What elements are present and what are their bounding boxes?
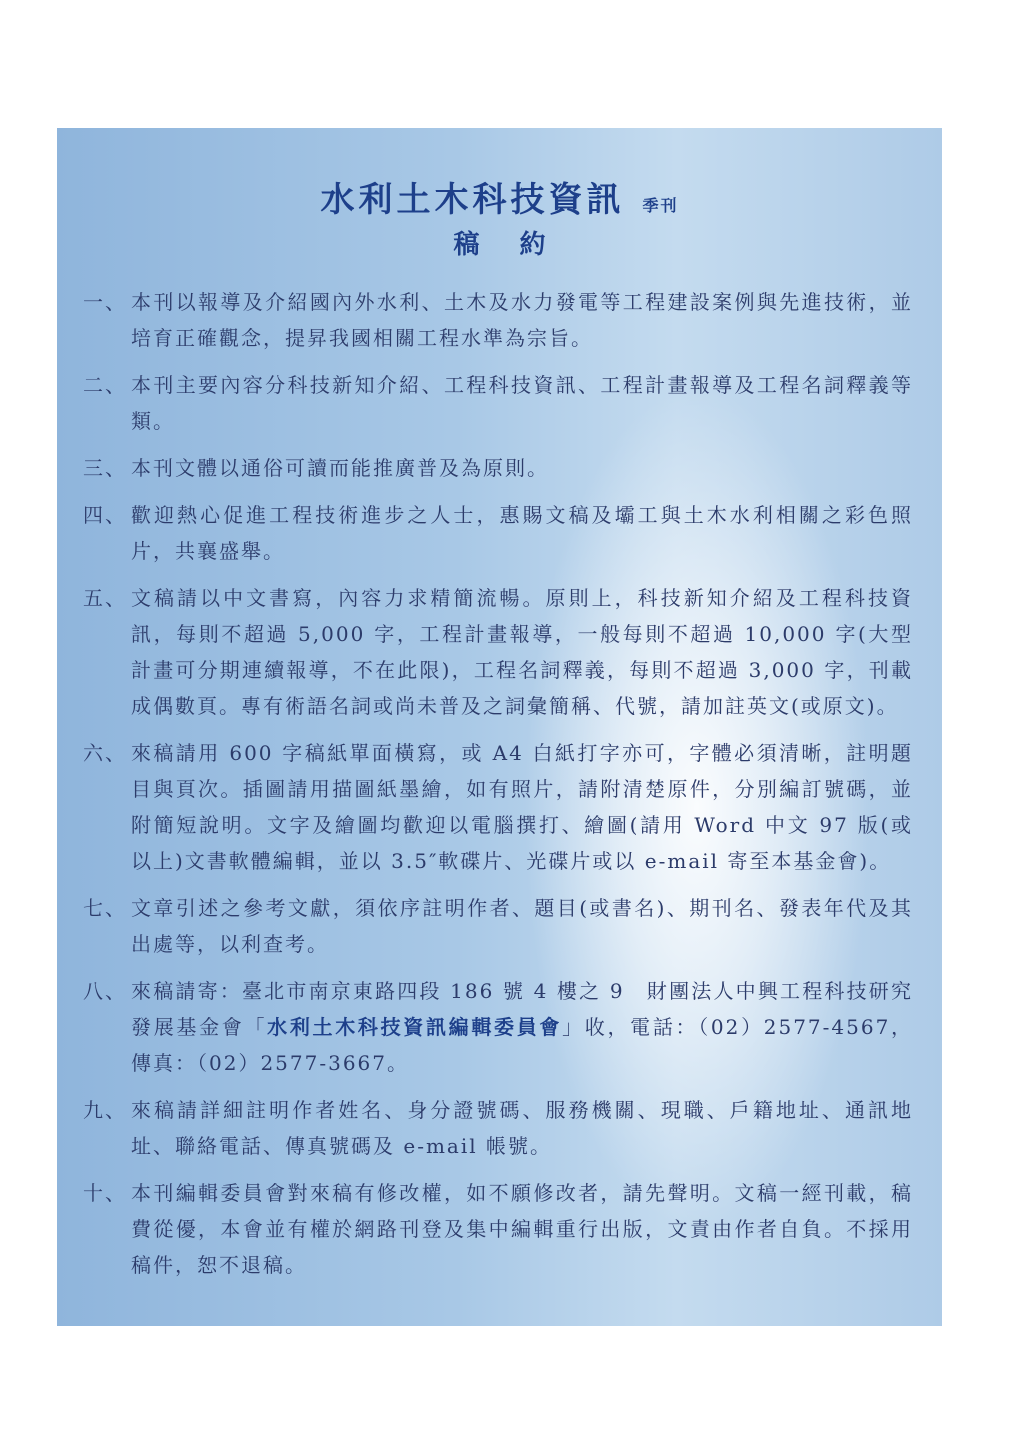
journal-frequency: 季刊 — [642, 196, 679, 215]
editorial-committee-name: 水利土木科技資訊編輯委員會 — [267, 1015, 563, 1039]
item-number: 五、 — [83, 586, 127, 610]
item-number: 七、 — [83, 896, 127, 920]
item-text: 來稿請詳細註明作者姓名、身分證號碼、服務機關、現職、戶籍地址、通訊地址、聯絡電話、傳真號碼及 e-mail 帳號。 — [131, 1098, 913, 1158]
guideline-item-7 — [83, 890, 913, 962]
item-number: 一、 — [83, 290, 127, 314]
item-text: 本刊編輯委員會對來稿有修改權，如不願修改者，請先聲明。文稿一經刊載，稿費從優，本會並有權於網路刊登及集中編輯重行出版，文責由作者自負。不採用稿件，恕不退稿。 — [131, 1181, 913, 1277]
guideline-item-3 — [83, 450, 913, 486]
address-text: 來稿請寄：臺北市南京東路四段 186 號 4 樓之 9 財團法人中興工程科技研究發展基金會「 — [131, 979, 913, 1039]
guideline-item-5 — [83, 580, 913, 724]
guideline-item-9 — [83, 1092, 913, 1164]
guideline-item-1 — [83, 284, 913, 356]
item-text: 本刊文體以通俗可讀而能推廣普及為原則。 — [131, 456, 549, 480]
item-number: 二、 — [83, 373, 127, 397]
guideline-item-8 — [83, 973, 913, 1081]
journal-title: 水利土木科技資訊 — [320, 180, 625, 220]
item-number: 十、 — [83, 1181, 127, 1205]
item-text: 來稿請用 600 字稿紙單面橫寫，或 A4 白紙打字亦可，字體必須清晰，註明題目與頁次。插圖請用描圖紙墨繪，如有照片，請附清楚原件，分別編訂號碼，並附簡短說明。文字及繪圖均歡迎以電腦撰打、繪圖(請用 Word 中文 97 版(或以上)文書軟體編輯，並以 3.5″軟碟片、光碟片或以 e-mail 寄至本基金會)。 — [131, 741, 913, 873]
guideline-item-10 — [83, 1175, 913, 1283]
notice-panel — [57, 128, 942, 1326]
item-text: 本刊主要內容分科技新知介紹、工程科技資訊、工程計畫報導及工程名詞釋義等類。 — [131, 373, 913, 433]
guideline-item-2 — [83, 367, 913, 439]
item-text: 文章引述之參考文獻，須依序註明作者、題目(或書名)、期刊名、發表年代及其出處等，以利查考。 — [131, 896, 913, 956]
item-number: 八、 — [83, 979, 127, 1003]
guidelines-list — [83, 284, 913, 1294]
guideline-item-6 — [83, 735, 913, 879]
item-number: 三、 — [83, 456, 127, 480]
title-row — [57, 172, 942, 221]
contact-text: 」收，電話：（02）2577-4567，傳真：（02）2577-3667。 — [131, 1015, 914, 1075]
item-text — [131, 973, 913, 1081]
item-number: 九、 — [83, 1098, 127, 1122]
item-number: 四、 — [83, 503, 127, 527]
item-text: 文稿請以中文書寫，內容力求精簡流暢。原則上，科技新知介紹及工程科技資訊，每則不超過 5,000 字，工程計畫報導，一般每則不超過 10,000 字(大型計畫可分期連續報導，不在此限)，工程名詞釋義，每則不超過 3,000 字，刊載成偶數頁。專有術語名詞或尚未普及之詞彙簡稱、代號，請加註英文(或原文)。 — [131, 586, 913, 718]
guideline-item-4 — [83, 497, 913, 569]
page-subtitle: 稿約 — [453, 230, 586, 260]
item-text: 歡迎熱心促進工程技術進步之人士，惠賜文稿及壩工與土木水利相關之彩色照片，共襄盛舉。 — [131, 503, 913, 563]
item-number: 六、 — [83, 741, 127, 765]
item-text: 本刊以報導及介紹國內外水利、土木及水力發電等工程建設案例與先進技術，並培育正確觀念，提昇我國相關工程水準為宗旨。 — [131, 290, 913, 350]
